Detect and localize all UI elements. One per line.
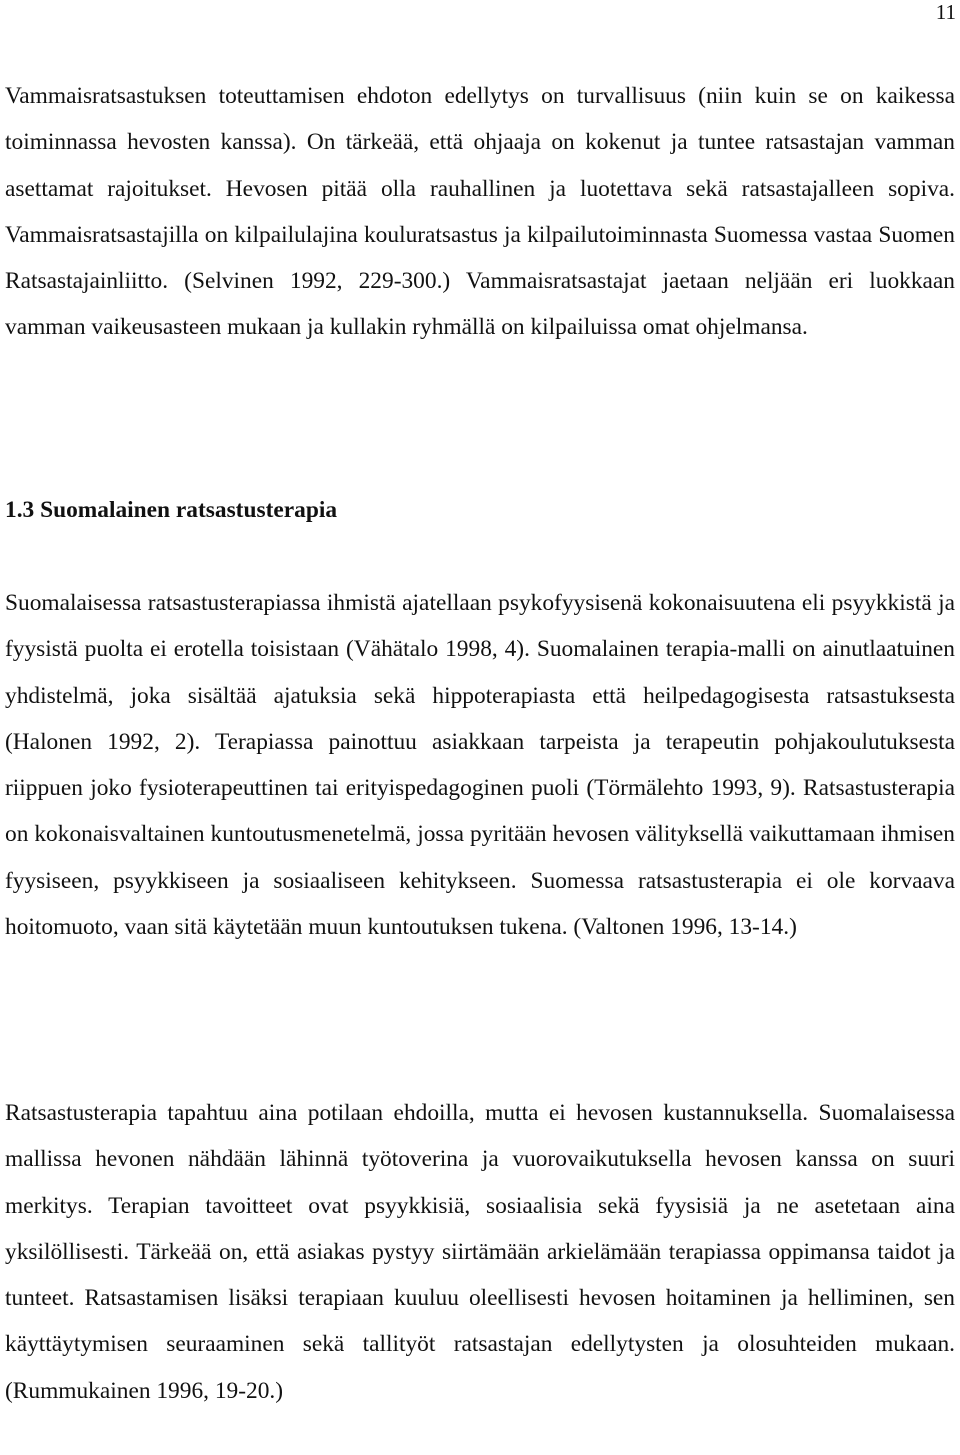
document-body [5, 73, 955, 1404]
page-number: 11 [935, 0, 956, 24]
section-heading: 1.3 Suomalainen ratsastusterapia [5, 497, 338, 523]
paragraph-ratsastusterapia-model: Suomalaisessa ratsastusterapiassa ihmistä ajatellaan psykofyysisenä kokonaisuutena eli psyykkistä ja fyysistä puolta ei erotella toisistaan (Vähätalo 1998, 4). Suomalainen terapia-malli on ainutlaatuinen yhdistelmä, joka sisältää ajatuksia sekä hippoterapiasta että heilpedagogisesta ratsastuksesta (Halonen 1992, 2). Terapiassa painottuu asiakkaan tarpeista ja terapeutin pohjakoulutuksesta riippuen joko fysioterapeuttinen tai erityispedagoginen puoli (Törmälehto 1993, 9). Ratsastusterapia on kokonaisvaltainen kuntoutusmenetelmä, jossa pyritään hevosen välityksellä vaikuttamaan ihmisen fyysiseen, psyykkiseen ja sosiaaliseen kehitykseen. Suomessa ratsastusterapia ei ole korvaava hoitomuoto, vaan sitä käytetään muun kuntoutuksen tukena. (Valtonen 1996, 13-14.) [5, 590, 955, 941]
paragraph-ratsastusterapia-practice: Ratsastusterapia tapahtuu aina potilaan ehdoilla, mutta ei hevosen kustannuksella. Suomalaisessa mallissa hevonen nähdään lähinnä työtoverina ja vuorovaikutuksella hevosen kanssa on suuri merkitys. Terapian tavoitteet ovat psyykkisiä, sosiaalisia sekä fyysisiä ja ne asetetaan aina yksilöllisesti. Tärkeää on, että asiakas pystyy siirtämään arkielämään terapiassa oppimansa taidot ja tunteet. Ratsastamisen lisäksi terapiaan kuuluu oleellisesti hevosen hoitaminen ja helliminen, sen käyttäytymisen seuraaminen sekä tallityöt ratsastajan edellytysten ja olosuhteiden mukaan. (Rummukainen 1996, 19-20.) [5, 1100, 955, 1404]
intro-paragraph: Vammaisratsastuksen toteuttamisen ehdoton edellytys on turvallisuus (niin kuin se on kaikessa toiminnassa hevosten kanssa). On tärkeää, että ohjaaja on kokenut ja tuntee ratsastajan vamman asettamat rajoitukset. Hevosen pitää olla rauhallinen ja luotettava sekä ratsastajalleen sopiva. Vammaisratsastajilla on kilpailulajina kouluratsastus ja kilpailutoiminnasta Suomessa vastaa Suomen Ratsastajainliitto. (Selvinen 1992, 229-300.) Vammaisratsastajat jaetaan neljään eri luokkaan vamman vaikeusasteen mukaan ja kullakin ryhmällä on kilpailuissa omat ohjelmansa. [5, 83, 955, 341]
